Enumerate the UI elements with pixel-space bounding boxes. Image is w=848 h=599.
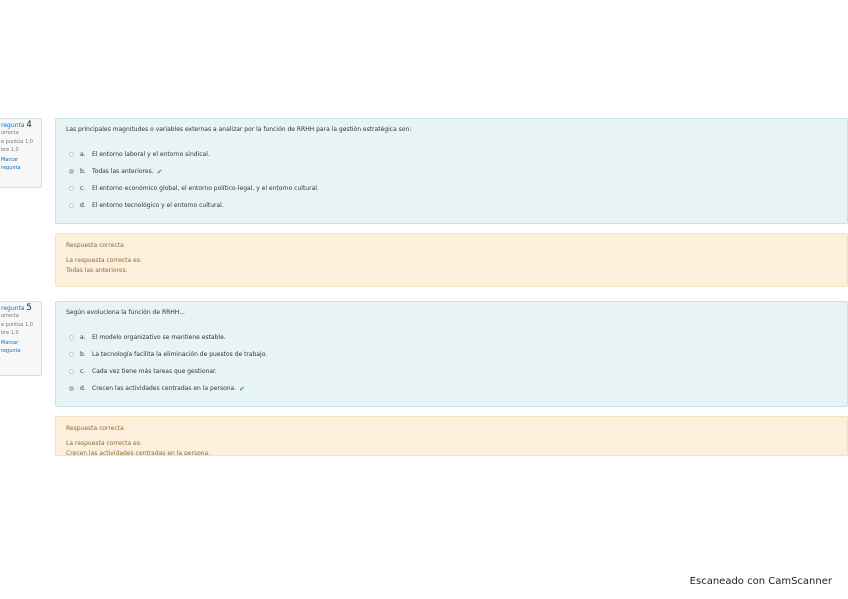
answer-text: Todas las anteriores. — [92, 168, 154, 175]
feedback-intro: La respuesta correcta es: — [66, 440, 142, 447]
radio-button[interactable] — [69, 186, 74, 191]
check-icon: ✔ — [239, 384, 246, 393]
question-max-points: bre 1,0 — [1, 146, 19, 153]
feedback-intro: La respuesta correcta es: — [66, 257, 142, 264]
camscanner-watermark: Escaneado con CamScanner — [689, 576, 832, 587]
question-info-5 — [0, 301, 42, 376]
radio-button[interactable] — [69, 369, 74, 374]
question-info-4 — [0, 118, 42, 188]
question-box-4 — [55, 118, 848, 224]
feedback-box-5 — [55, 416, 848, 456]
answer-option-c[interactable]: c. El entorno económico global, el entorno político-legal, y el entorno cultural. — [69, 184, 319, 193]
feedback-answer: Todas las anteriores. — [66, 267, 128, 274]
question-status: orrecta — [1, 312, 19, 319]
feedback-title: Respuesta correcta — [66, 242, 124, 249]
question-box-5 — [55, 301, 848, 407]
question-number-label: regunta 4 — [1, 120, 32, 130]
feedback-box-4 — [55, 233, 848, 287]
answer-text: Crecen las actividades centradas en la persona. — [92, 385, 237, 392]
answer-text: El entorno tecnológico y el entorno cultural. — [92, 202, 224, 209]
answer-option-b[interactable]: b. Todas las anteriores. ✔ — [69, 167, 162, 176]
question-points: e puntúa 1,0 — [1, 139, 33, 145]
answer-text: El entorno laboral y el entorno sindical. — [92, 151, 210, 158]
answer-option-d[interactable]: d. El entorno tecnológico y el entorno cultural. — [69, 201, 224, 210]
radio-button[interactable] — [69, 152, 74, 157]
question-max-points: bre 1,0 — [1, 329, 19, 336]
question-text: Según evoluciona la función de RRHH... — [66, 309, 185, 316]
answer-option-d[interactable]: d. Crecen las actividades centradas en la persona. ✔ — [69, 384, 245, 393]
answer-text: El entorno económico global, el entorno político-legal, y el entorno cultural. — [92, 185, 319, 192]
answer-text: Cada vez tiene más tareas que gestionar. — [92, 368, 217, 375]
answer-text: El modelo organizativo se mantiene estable. — [92, 334, 226, 341]
flag-question-link[interactable]: Marcar regunta — [1, 340, 21, 354]
radio-button[interactable] — [69, 352, 74, 357]
question-number-label: regunta 5 — [1, 303, 32, 313]
question-points: e puntúa 1,0 — [1, 322, 33, 328]
answer-text: La tecnología facilita la eliminación de puestos de trabajo. — [92, 351, 268, 358]
flag-question-link[interactable]: Marcar regunta — [1, 157, 21, 171]
answer-option-b[interactable]: b. La tecnología facilita la eliminación de puestos de trabajo. — [69, 350, 267, 359]
answer-option-a[interactable]: a. El entorno laboral y el entorno sindical. — [69, 150, 210, 159]
radio-button[interactable] — [69, 203, 74, 208]
radio-button[interactable] — [69, 335, 74, 340]
feedback-title: Respuesta correcta — [66, 425, 124, 432]
radio-button-selected[interactable] — [69, 169, 74, 174]
check-icon: ✔ — [156, 167, 163, 176]
question-text: Las principales magnitudes o variables externas a analizar por la función de RRHH para la gestión estratégica son: — [66, 126, 412, 133]
question-status: orrecta — [1, 129, 19, 136]
feedback-answer: Crecen las actividades centradas en la persona. — [66, 450, 211, 456]
answer-option-a[interactable]: a. El modelo organizativo se mantiene estable. — [69, 333, 226, 342]
answer-option-c[interactable]: c. Cada vez tiene más tareas que gestionar. — [69, 367, 217, 376]
radio-button-selected[interactable] — [69, 386, 74, 391]
